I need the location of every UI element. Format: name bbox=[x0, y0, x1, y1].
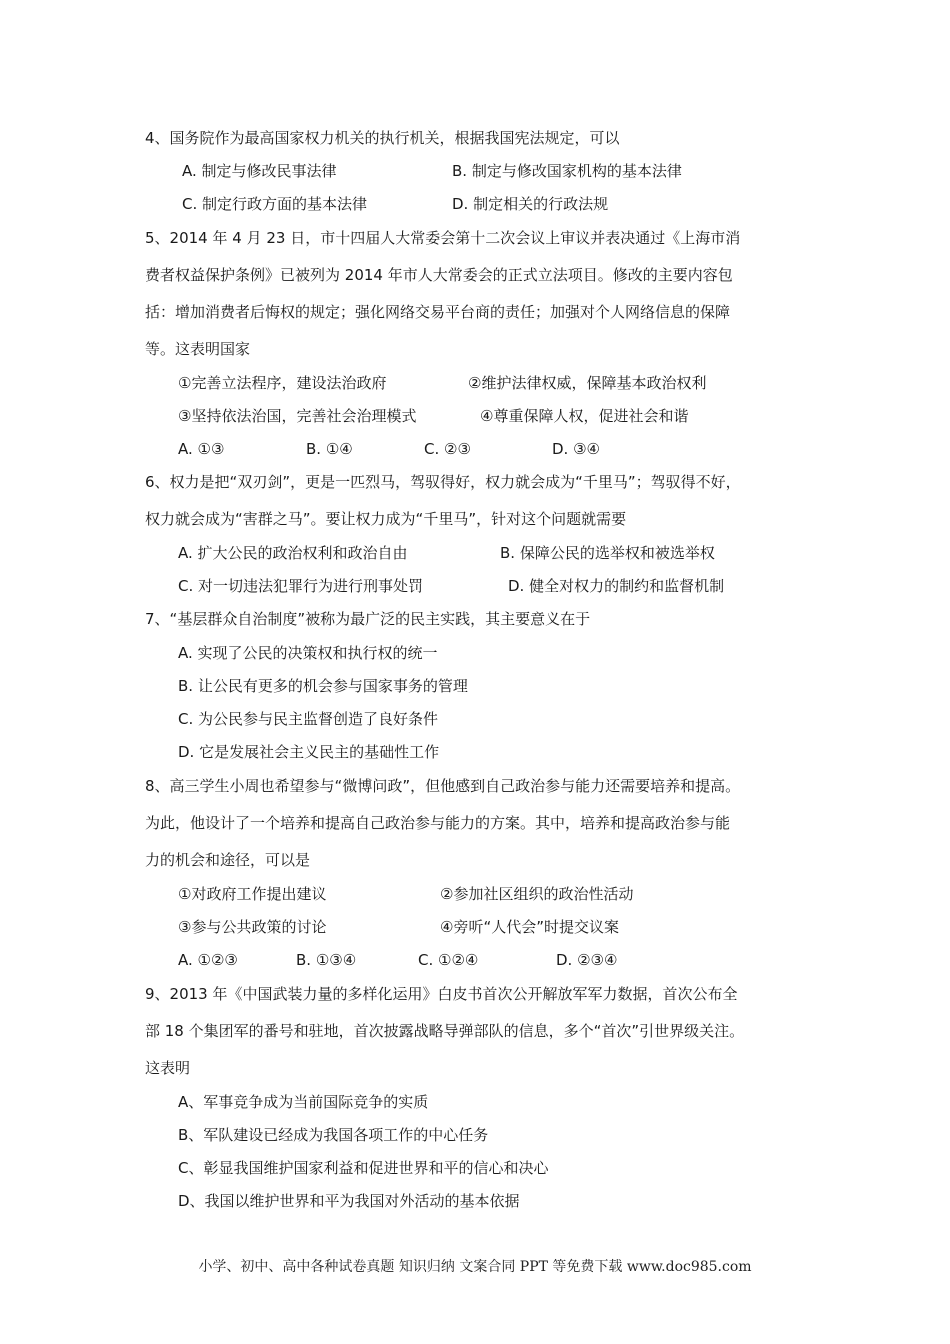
q5-option-a: A. ①③ bbox=[178, 440, 225, 458]
q5-item-3: ③坚持依法治国，完善社会治理模式 bbox=[178, 407, 417, 425]
q8-item-4: ④旁听“人代会”时提交议案 bbox=[440, 918, 619, 936]
q8-stem-line-3: 力的机会和途径，可以是 bbox=[145, 851, 311, 869]
q7-stem-line-1: 7、“基层群众自治制度”被称为最广泛的民主实践，其主要意义在于 bbox=[145, 610, 591, 628]
q8-option-b: B. ①③④ bbox=[296, 951, 357, 969]
q9-stem-line-1: 9、2013 年《中国武装力量的多样化运用》白皮书首次公开解放军军力数据，首次公布全 bbox=[145, 985, 738, 1003]
q5-option-d: D. ③④ bbox=[552, 440, 600, 458]
q5-stem-line-1: 5、2014 年 4 月 23 日，市十四届人大常委会第十二次会议上审议并表决通过《上海市消 bbox=[145, 229, 741, 247]
q6-option-c: C. 对一切违法犯罪行为进行刑事处罚 bbox=[178, 577, 424, 595]
q4-option-a: A. 制定与修改民事法律 bbox=[182, 162, 337, 180]
q6-option-b: B. 保障公民的选举权和被选举权 bbox=[500, 544, 715, 562]
q5-stem-line-3: 括：增加消费者后悔权的规定；强化网络交易平台商的责任；加强对个人网络信息的保障 bbox=[145, 303, 731, 321]
q5-stem-line-4: 等。这表明国家 bbox=[145, 340, 251, 358]
q5-item-4: ④尊重保障人权，促进社会和谐 bbox=[480, 407, 689, 425]
q6-stem-line-2: 权力就会成为“害群之马”。要让权力成为“千里马”，针对这个问题就需要 bbox=[145, 510, 627, 528]
q5-stem-line-2: 费者权益保护条例》已被列为 2014 年市人大常委会的正式立法项目。修改的主要内容包 bbox=[145, 266, 733, 284]
q8-option-c: C. ①②④ bbox=[418, 951, 479, 969]
q5-option-c: C. ②③ bbox=[424, 440, 471, 458]
q7-option-b: B. 让公民有更多的机会参与国家事务的管理 bbox=[178, 677, 468, 695]
q6-option-d: D. 健全对权力的制约和监督机制 bbox=[508, 577, 725, 595]
q9-option-b: B、军队建设已经成为我国各项工作的中心任务 bbox=[178, 1126, 489, 1144]
q9-stem-line-3: 这表明 bbox=[145, 1059, 191, 1077]
q6-option-a: A. 扩大公民的政治权利和政治自由 bbox=[178, 544, 408, 562]
q8-stem-line-1: 8、高三学生小周也希望参与“微博问政”，但他感到自己政治参与能力还需要培养和提高。 bbox=[145, 777, 741, 795]
q7-option-d: D. 它是发展社会主义民主的基础性工作 bbox=[178, 743, 440, 761]
q9-stem-line-2: 部 18 个集团军的番号和驻地，首次披露战略导弹部队的信息，多个“首次”引世界级关注。 bbox=[145, 1022, 745, 1040]
q7-option-a: A. 实现了公民的决策权和执行权的统一 bbox=[178, 644, 438, 662]
q8-option-a: A. ①②③ bbox=[178, 951, 238, 969]
q8-option-d: D. ②③④ bbox=[556, 951, 618, 969]
page-footer: 小学、初中、高中各种试卷真题 知识归纳 文案合同 PPT 等免费下载 www.doc985.com bbox=[198, 1259, 752, 1275]
q9-option-d: D、我国以维护世界和平为我国对外活动的基本依据 bbox=[178, 1192, 520, 1210]
q8-item-3: ③参与公共政策的讨论 bbox=[178, 918, 327, 936]
q9-option-a: A、军事竞争成为当前国际竞争的实质 bbox=[178, 1093, 429, 1111]
q4-option-d: D. 制定相关的行政法规 bbox=[452, 195, 609, 213]
q4-option-b: B. 制定与修改国家机构的基本法律 bbox=[452, 162, 682, 180]
q8-item-2: ②参加社区组织的政治性活动 bbox=[440, 885, 634, 903]
q7-option-c: C. 为公民参与民主监督创造了良好条件 bbox=[178, 710, 439, 728]
q5-item-1: ①完善立法程序，建设法治政府 bbox=[178, 374, 387, 392]
q5-option-b: B. ①④ bbox=[306, 440, 353, 458]
q6-stem-line-1: 6、权力是把“双刃剑”，更是一匹烈马，驾驭得好，权力就会成为“千里马”；驾驭得不好， bbox=[145, 473, 741, 491]
q8-stem-line-2: 为此，他设计了一个培养和提高自己政治参与能力的方案。其中，培养和提高政治参与能 bbox=[145, 814, 731, 832]
q4-stem-line-1: 4、国务院作为最高国家权力机关的执行机关，根据我国宪法规定，可以 bbox=[145, 129, 620, 147]
q9-option-c: C、彰显我国维护国家利益和促进世界和平的信心和决心 bbox=[178, 1159, 549, 1177]
q4-option-c: C. 制定行政方面的基本法律 bbox=[182, 195, 368, 213]
q8-item-1: ①对政府工作提出建议 bbox=[178, 885, 327, 903]
q5-item-2: ②维护法律权威，保障基本政治权利 bbox=[468, 374, 707, 392]
